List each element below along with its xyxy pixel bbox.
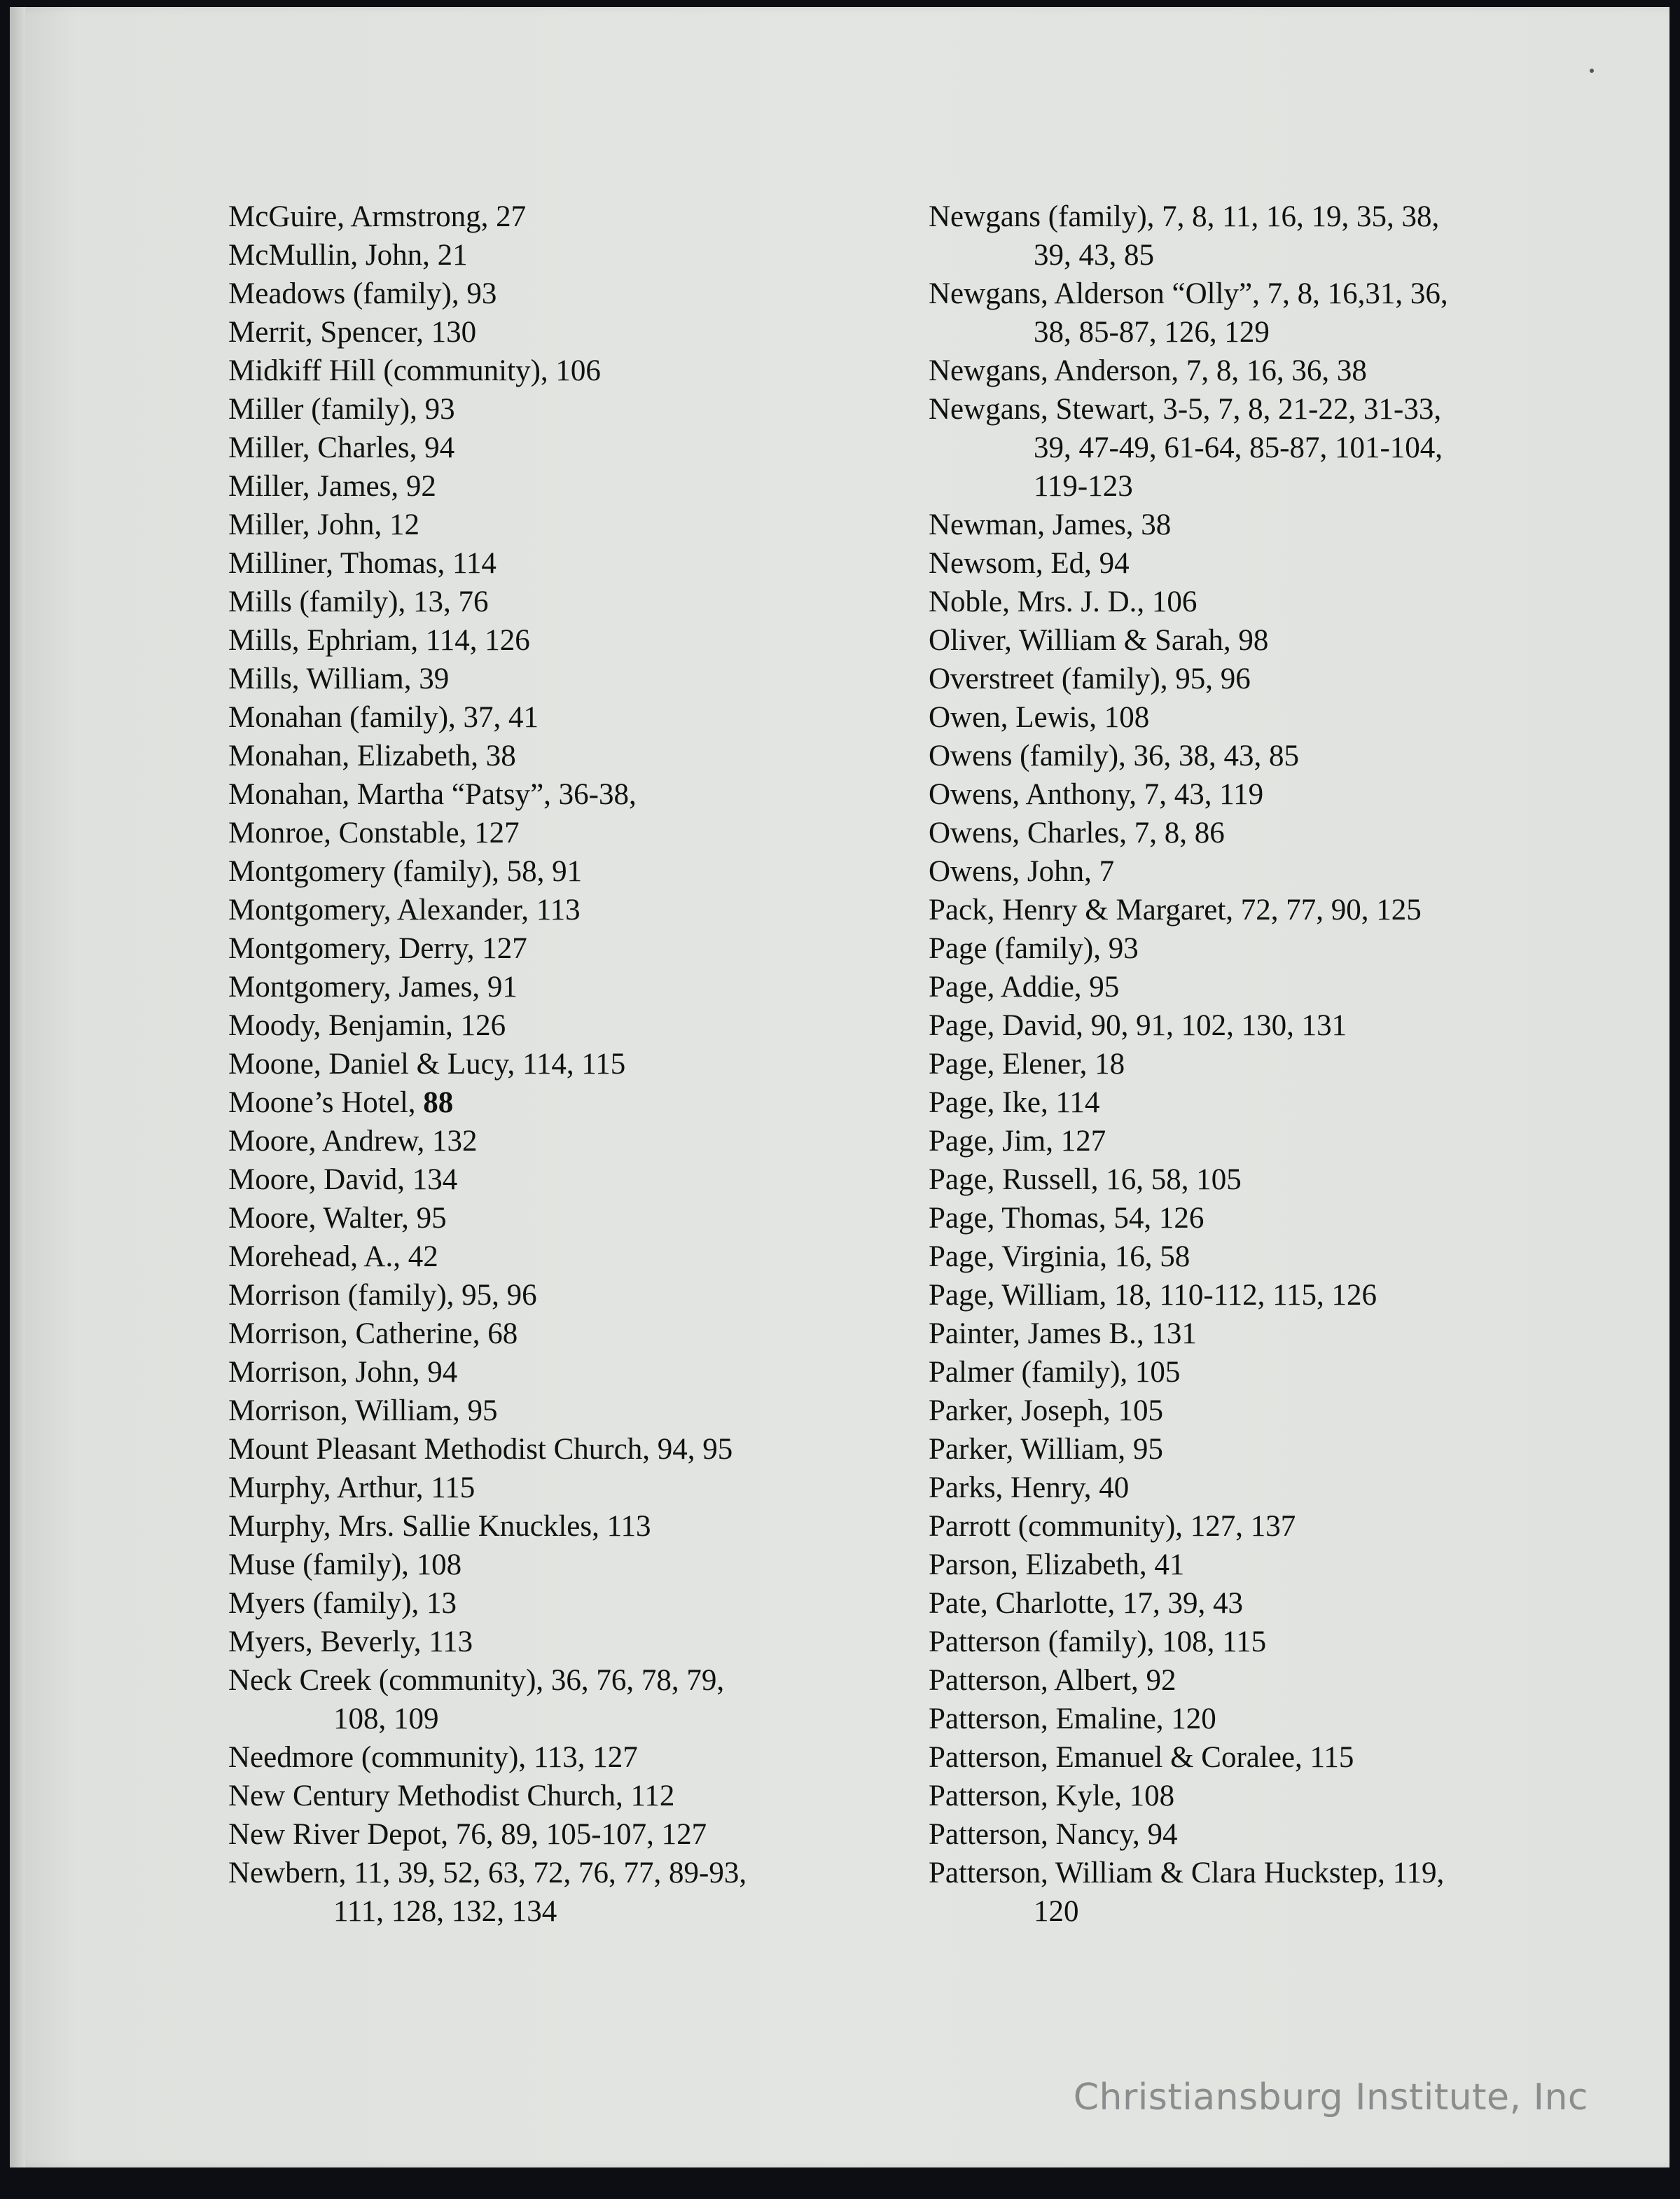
watermark: Christiansburg Institute, Inc xyxy=(1073,2076,1588,2118)
index-entry: Newgans, Anderson, 7, 8, 16, 36, 38 xyxy=(929,354,1367,387)
index-entry: Owens (family), 36, 38, 43, 85 xyxy=(929,740,1300,772)
index-entry: Newsom, Ed, 94 xyxy=(929,547,1130,580)
index-entry: Page, William, 18, 110-112, 115, 126 xyxy=(929,1279,1377,1312)
index-entry: Mills, Ephriam, 114, 126 xyxy=(228,624,530,657)
index-entry: Monroe, Constable, 127 xyxy=(228,817,520,849)
index-entry: Mount Pleasant Methodist Church, 94, 95 xyxy=(228,1433,733,1466)
index-entry-newgans-alderson xyxy=(929,275,1629,352)
index-entry: Milliner, Thomas, 114 xyxy=(228,547,497,580)
index-entry: Myers (family), 13 xyxy=(228,1587,457,1620)
index-entry: Pate, Charlotte, 17, 39, 43 xyxy=(929,1587,1244,1620)
index-entry: Morehead, A., 42 xyxy=(228,1240,438,1273)
index-entry-newgans-family xyxy=(929,197,1629,275)
entry-continuation: 39, 43, 85 xyxy=(1034,239,1154,272)
entry-page-bold: 88 xyxy=(423,1086,454,1119)
entry-line: Newgans, Alderson “Olly”, 7, 8, 16,31, 36, xyxy=(929,277,1448,310)
index-entry: Parrott (community), 127, 137 xyxy=(929,1510,1296,1543)
index-entry: Parks, Henry, 40 xyxy=(929,1471,1130,1504)
index-entry-neck-creek xyxy=(228,1661,929,1738)
index-entry: Morrison, Catherine, 68 xyxy=(228,1317,518,1350)
entry-continuation: 111, 128, 132, 134 xyxy=(333,1895,557,1928)
entry-line: Newgans, Stewart, 3-5, 7, 8, 21-22, 31-33, xyxy=(929,393,1442,426)
index-entry: Murphy, Arthur, 115 xyxy=(228,1471,475,1504)
index-entry: Miller (family), 93 xyxy=(228,393,455,426)
index-entry: Pack, Henry & Margaret, 72, 77, 90, 125 xyxy=(929,894,1422,927)
index-entry: Muse (family), 108 xyxy=(228,1548,462,1581)
index-entry: Patterson, Albert, 92 xyxy=(929,1664,1176,1697)
index-entry: Oliver, William & Sarah, 98 xyxy=(929,624,1269,657)
index-entry: Miller, James, 92 xyxy=(228,470,436,503)
index-entry: Montgomery (family), 58, 91 xyxy=(228,855,583,888)
index-entry: Page, Virginia, 16, 58 xyxy=(929,1240,1190,1273)
index-entry: Page, Jim, 127 xyxy=(929,1125,1106,1158)
index-entry: Miller, Charles, 94 xyxy=(228,431,455,464)
index-entry: Parson, Elizabeth, 41 xyxy=(929,1548,1185,1581)
index-entry: Morrison, John, 94 xyxy=(228,1356,458,1389)
index-entry: Moone, Daniel & Lucy, 114, 115 xyxy=(228,1048,626,1081)
index-entry: Owen, Lewis, 108 xyxy=(929,701,1150,734)
index-entry: Page, Addie, 95 xyxy=(929,971,1120,1004)
index-entry: Moore, Walter, 95 xyxy=(228,1202,447,1235)
index-entry: Mills (family), 13, 76 xyxy=(228,585,489,618)
page-mark xyxy=(1590,69,1594,73)
index-entry: Page, Russell, 16, 58, 105 xyxy=(929,1163,1242,1196)
index-entry: Patterson (family), 108, 115 xyxy=(929,1625,1267,1658)
entry-continuation: 120 xyxy=(1034,1895,1079,1928)
entry-line: Newgans (family), 7, 8, 11, 16, 19, 35, 38, xyxy=(929,200,1440,233)
entry-continuation: 108, 109 xyxy=(333,1702,439,1735)
index-entry: Monahan, Elizabeth, 38 xyxy=(228,740,516,772)
index-entry: Needmore (community), 113, 127 xyxy=(228,1741,638,1774)
index-entry: Page (family), 93 xyxy=(929,932,1139,965)
index-entry: Monahan, Martha “Patsy”, 36-38, xyxy=(228,778,637,811)
entry-continuation: 38, 85-87, 126, 129 xyxy=(1034,316,1270,349)
index-entry: Page, David, 90, 91, 102, 130, 131 xyxy=(929,1009,1347,1042)
index-entry: Patterson, Emanuel & Coralee, 115 xyxy=(929,1741,1354,1774)
index-entry-newgans-stewart xyxy=(929,390,1629,506)
index-entry: Owens, Anthony, 7, 43, 119 xyxy=(929,778,1264,811)
index-entry: Page, Elener, 18 xyxy=(929,1048,1125,1081)
index-entry: Morrison (family), 95, 96 xyxy=(228,1279,537,1312)
index-entry: Montgomery, Derry, 127 xyxy=(228,932,527,965)
index-column-left xyxy=(228,197,929,1931)
entry-continuation: 119-123 xyxy=(1034,470,1133,503)
index-entry: McMullin, John, 21 xyxy=(228,239,468,272)
index-entry-newbern xyxy=(228,1854,929,1931)
index-entry: Meadows (family), 93 xyxy=(228,277,497,310)
index-entry: Painter, James B., 131 xyxy=(929,1317,1197,1350)
entry-line: Patterson, William & Clara Huckstep, 119, xyxy=(929,1857,1445,1889)
index-entry: Patterson, Nancy, 94 xyxy=(929,1818,1178,1851)
index-column-right xyxy=(929,197,1629,1931)
index-entry: Midkiff Hill (community), 106 xyxy=(228,354,601,387)
index-entry: McGuire, Armstrong, 27 xyxy=(228,200,527,233)
entry-line: Neck Creek (community), 36, 76, 78, 79, xyxy=(228,1664,725,1697)
index-entry: Miller, John, 12 xyxy=(228,508,419,541)
index-entry: Patterson, Kyle, 108 xyxy=(929,1780,1175,1812)
entry-name: Moone’s Hotel, xyxy=(228,1086,424,1119)
index-entry: Merrit, Spencer, 130 xyxy=(228,316,477,349)
index-entry: Newman, James, 38 xyxy=(929,508,1172,541)
book-page xyxy=(10,7,1669,2167)
index-entry: Parker, William, 95 xyxy=(929,1433,1163,1466)
index-entry: Monahan (family), 37, 41 xyxy=(228,701,539,734)
index-entry: Montgomery, Alexander, 113 xyxy=(228,894,581,927)
index-entry: Murphy, Mrs. Sallie Knuckles, 113 xyxy=(228,1510,651,1543)
index-entry: Parker, Joseph, 105 xyxy=(929,1394,1164,1427)
page-binding-edge xyxy=(10,7,25,2167)
index-entry: New Century Methodist Church, 112 xyxy=(228,1780,675,1812)
index-entry: Montgomery, James, 91 xyxy=(228,971,518,1004)
index-entry: Patterson, Emaline, 120 xyxy=(929,1702,1216,1735)
index-entry: Page, Ike, 114 xyxy=(929,1086,1100,1119)
index-entry-moones-hotel xyxy=(228,1083,929,1122)
index-entry: Moody, Benjamin, 126 xyxy=(228,1009,506,1042)
index-entry: Overstreet (family), 95, 96 xyxy=(929,663,1251,695)
index-entry: New River Depot, 76, 89, 105-107, 127 xyxy=(228,1818,707,1851)
index-entry: Morrison, William, 95 xyxy=(228,1394,498,1427)
index-entry: Page, Thomas, 54, 126 xyxy=(929,1202,1205,1235)
index-entry: Owens, Charles, 7, 8, 86 xyxy=(929,817,1225,849)
index-entry: Moore, Andrew, 132 xyxy=(228,1125,478,1158)
index-entry: Noble, Mrs. J. D., 106 xyxy=(929,585,1197,618)
index-entry: Moore, David, 134 xyxy=(228,1163,458,1196)
entry-line: Newbern, 11, 39, 52, 63, 72, 76, 77, 89-93, xyxy=(228,1857,747,1889)
index-entry-patterson-william xyxy=(929,1854,1629,1931)
index-entry: Owens, John, 7 xyxy=(929,855,1115,888)
entry-continuation: 39, 47-49, 61-64, 85-87, 101-104, xyxy=(1034,431,1443,464)
index-entry: Myers, Beverly, 113 xyxy=(228,1625,473,1658)
index-entry: Palmer (family), 105 xyxy=(929,1356,1181,1389)
index-entry: Mills, William, 39 xyxy=(228,663,450,695)
